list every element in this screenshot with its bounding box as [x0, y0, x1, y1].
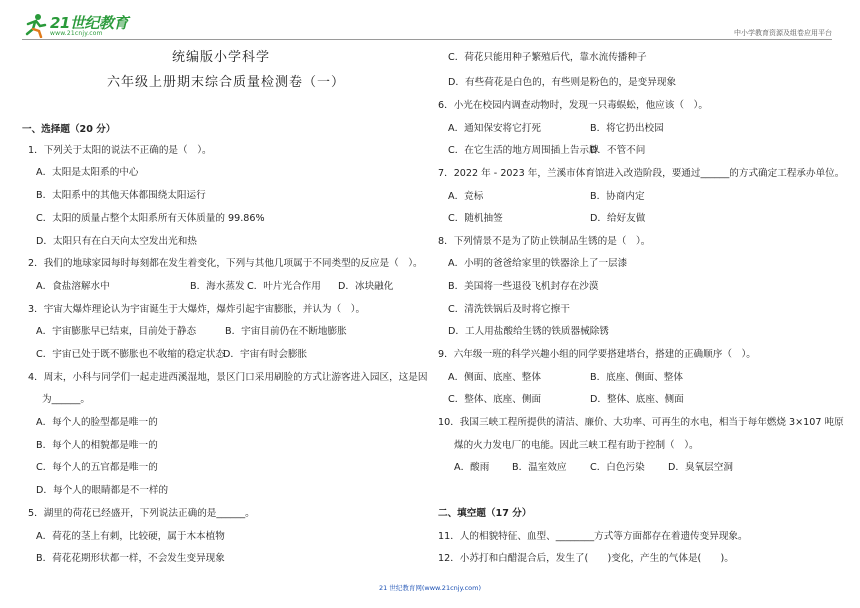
logo-text: 21世纪教育	[50, 14, 128, 32]
q4-option-a: A．每个人的脸型都是唯一的	[36, 417, 158, 428]
q2-option-d: D．冰块融化	[338, 281, 394, 292]
q10-option-b: B．温室效应	[512, 462, 567, 473]
q6-option-a: A．通知保安将它打死	[448, 123, 541, 134]
section-heading-choice: 一、选择题（20 分）	[22, 124, 116, 135]
q3-option-b: B．宇宙目前仍在不断地膨胀	[225, 326, 347, 337]
question-11: 11．人的相貌特征、血型、________方式等方面都存在着遗传变异现象。	[438, 531, 748, 542]
q10-option-a: A．酸雨	[454, 462, 490, 473]
header-platform-text: 中小学教育资源及组卷应用平台	[734, 29, 832, 37]
q6-option-b: B．将它扔出校园	[590, 123, 664, 134]
q6-option-d: D．不管不问	[590, 145, 646, 156]
runner-logo-icon	[22, 12, 48, 38]
page-footer: 21 世纪教育网(www.21cnjy.com)	[379, 584, 481, 592]
q5-option-c: C．荷花只能用种子繁殖后代，靠水流传播种子	[448, 52, 647, 63]
q7-option-a: A．竞标	[448, 191, 484, 202]
q10-option-c: C．白色污染	[590, 462, 645, 473]
question-9: 9．六年级一班的科学兴趣小组的同学要搭建塔台，搭建的正确顺序（ ）。	[438, 349, 756, 360]
q4-option-d: D．每个人的眼睛都是不一样的	[36, 485, 169, 496]
question-6: 6．小光在校园内调查动物时，发现一只毒蜈蚣，他应该（ ）。	[438, 100, 708, 111]
q7-option-d: D．给好友做	[590, 213, 646, 224]
question-4: 4．周末，小科与同学们一起走进西溪湿地，景区门口采用刷脸的方式让游客进入园区，这是因	[28, 372, 428, 383]
logo	[22, 12, 172, 40]
q5-option-d: D．有些荷花是白色的，有些则是粉色的，是变异现象	[448, 77, 677, 88]
question-7: 7．2022 年 - 2023 年，兰溪市体育馆进入改造阶段，要通过______的方式确定工程承办单位。	[438, 168, 845, 179]
q3-option-a: A．宇宙膨胀早已结束，目前处于静态	[36, 326, 197, 337]
q9-option-a: A．侧面、底座、整体	[448, 372, 541, 383]
q5-option-a: A．荷花的茎上有刺，比较硬，属于木本植物	[36, 531, 225, 542]
q4-option-b: B．每个人的相貌都是唯一的	[36, 440, 158, 451]
q5-option-b: B．荷花花期形状都一样，不会发生变异现象	[36, 553, 225, 564]
q8-option-b: B．美国将一些退役飞机封存在沙漠	[448, 281, 599, 292]
q10-option-d: D．臭氧层空洞	[668, 462, 733, 473]
exam-title-line2: 六年级上册期末综合质量检测卷（一）	[107, 75, 346, 90]
q4-option-c: C．每个人的五官都是唯一的	[36, 462, 158, 473]
q2-option-a: A．食盐溶解水中	[36, 281, 110, 292]
q1-option-b: B．太阳系中的其他天体都围绕太阳运行	[36, 190, 206, 201]
question-10: 10．我国三峡工程所提供的清洁、廉价、大功率、可再生的水电，相当于每年燃烧 3×107 吨原	[438, 417, 844, 428]
q9-option-c: C．整体、底座、侧面	[448, 394, 542, 405]
question-1: 1．下列关于太阳的说法不正确的是（ ）。	[28, 145, 212, 156]
logo-url: www.21cnjy.com	[50, 30, 103, 37]
q1-option-d: D．太阳只有在白天向太空发出光和热	[36, 236, 197, 247]
q3-option-d: D．宇宙有时会膨胀	[223, 349, 308, 360]
question-5: 5．湖里的荷花已经盛开，下列说法正确的是______。	[28, 508, 255, 519]
q9-option-b: B．底座、侧面、整体	[590, 372, 683, 383]
question-10-cont: 煤的火力发电厂的电能。因此三峡工程有助于控制（ ）。	[454, 440, 699, 451]
q7-option-c: C．随机抽签	[448, 213, 503, 224]
q6-option-c: C．在它生活的地方周围插上告示牌	[448, 145, 599, 156]
q9-option-d: D．整体、底座、侧面	[590, 394, 684, 405]
q1-option-a: A．太阳是太阳系的中心	[36, 167, 139, 178]
q8-option-c: C．清洗铁锅后及时将它擦干	[448, 304, 570, 315]
q8-option-a: A．小明的爸爸给家里的铁器涂上了一层漆	[448, 258, 628, 269]
question-3: 3．宇宙大爆炸理论认为宇宙诞生于大爆炸，爆炸引起宇宙膨胀，并认为（ ）。	[28, 304, 366, 315]
page-header	[0, 0, 860, 44]
exam-title-line1: 统编版小学科学	[172, 50, 271, 65]
q8-option-d: D．工人用盐酸给生锈的铁质器械除锈	[448, 326, 609, 337]
question-12: 12．小苏打和白醋混合后，发生了( )变化，产生的气体是( )。	[438, 553, 734, 564]
question-4-cont: 为______。	[42, 394, 90, 405]
question-2: 2．我们的地球家园每时每刻都在发生着变化，下列与其他几项属于不同类型的反应是（ ）。	[28, 258, 423, 269]
q2-option-b: B．海水蒸发	[190, 281, 245, 292]
q7-option-b: B．协商内定	[590, 191, 645, 202]
question-8: 8．下列情景不是为了防止铁制品生锈的是（ ）。	[438, 236, 651, 247]
q3-option-c: C．宇宙已处于既不膨胀也不收缩的稳定状态	[36, 349, 225, 360]
section-heading-fill: 二、填空题（17 分）	[438, 508, 532, 519]
header-divider	[22, 39, 832, 40]
q2-option-c: C．叶片光合作用	[247, 281, 321, 292]
q1-option-c: C．太阳的质量占整个太阳系所有天体质量的 99.86%	[36, 213, 265, 224]
